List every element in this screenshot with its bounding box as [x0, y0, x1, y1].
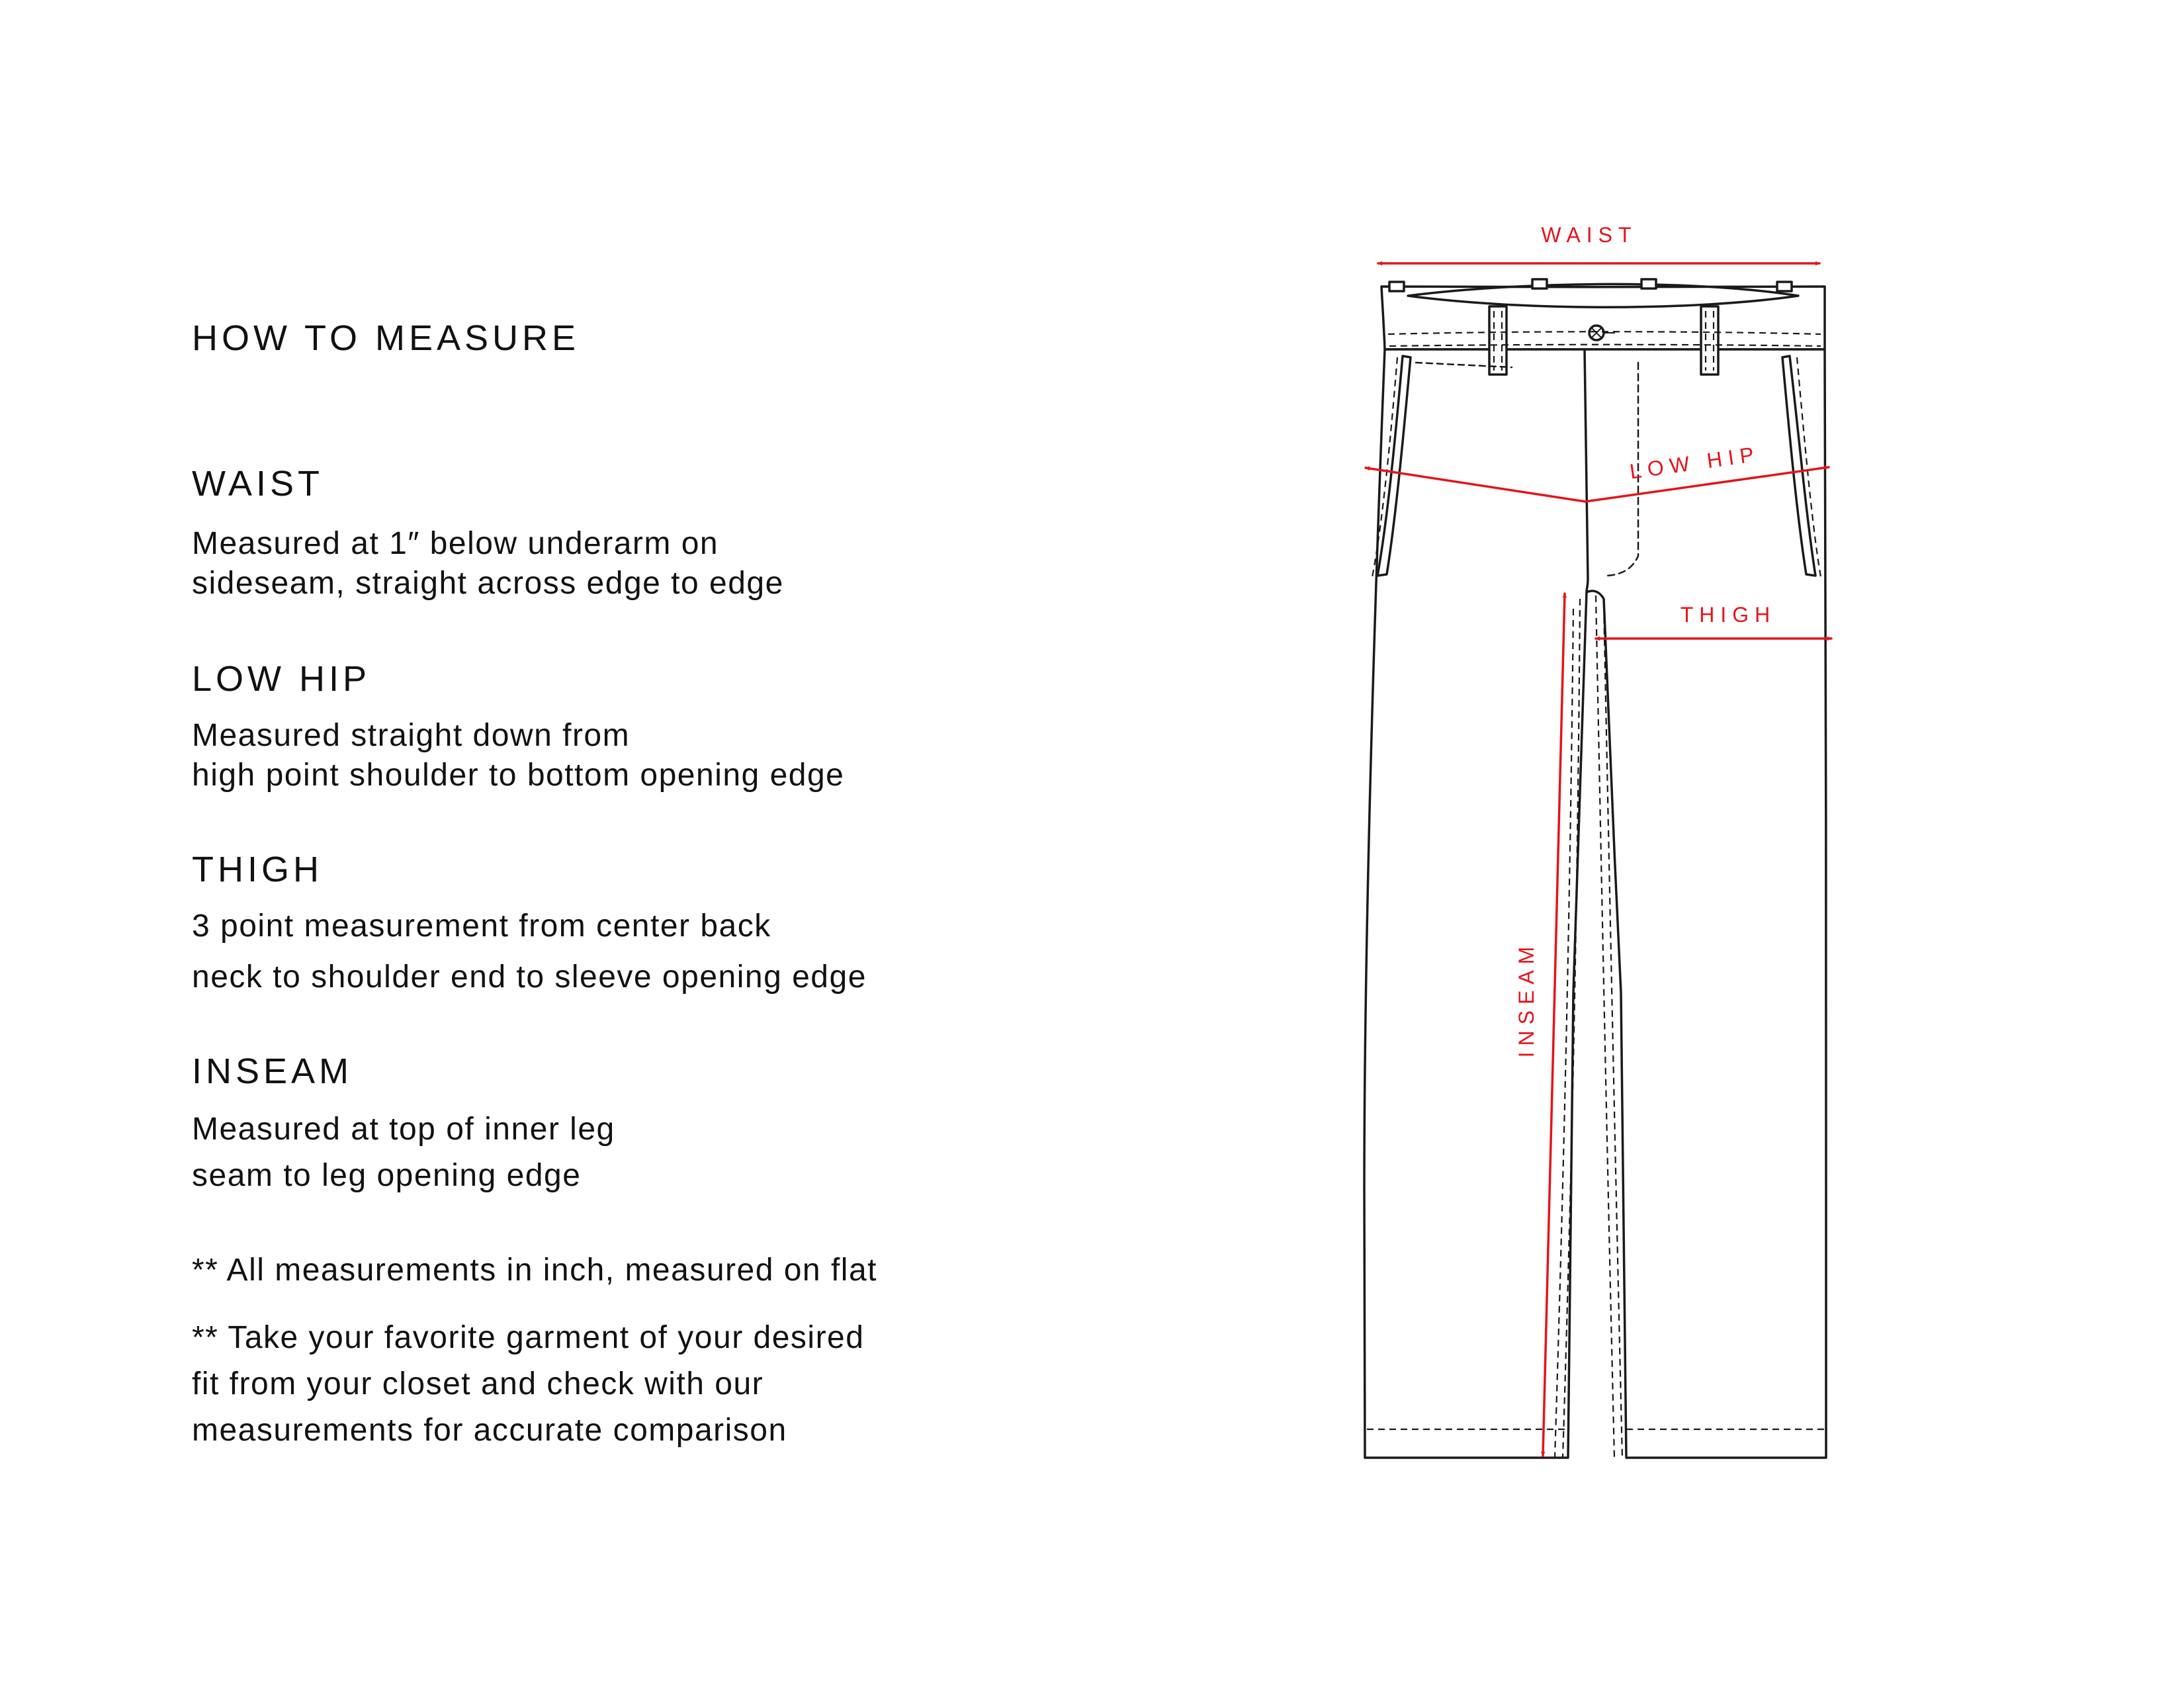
section-text-inseam-line-2: seam to leg opening edge — [192, 1158, 582, 1193]
section-text-low-hip-line-1: Measured straight down from — [192, 718, 631, 753]
note-comparison-line-2: fit from your closet and check with our — [192, 1366, 764, 1401]
section-text-thigh-line-2: neck to shoulder end to sleeve opening edge — [192, 959, 867, 995]
inseam-label: INSEAM — [1514, 940, 1538, 1058]
section-text-inseam-line-1: Measured at top of inner leg — [192, 1112, 615, 1147]
page-title: HOW TO MEASURE — [192, 318, 580, 358]
belt-tab-1 — [1389, 282, 1404, 291]
belt-tab-4 — [1777, 282, 1792, 291]
belt-loop-right — [1701, 306, 1718, 375]
pants-body — [1364, 349, 1826, 1458]
waist-label: WAIST — [1541, 223, 1638, 247]
thigh-label: THIGH — [1680, 603, 1776, 627]
belt-tab-2 — [1532, 279, 1547, 289]
note-comparison-line-1: ** Take your favorite garment of your desired — [192, 1320, 865, 1355]
note-measurements-flat: ** All measurements in inch, measured on flat — [192, 1253, 877, 1288]
section-text-low-hip-line-2: high point shoulder to bottom opening edge — [192, 758, 845, 793]
section-heading-low-hip: LOW HIP — [192, 659, 371, 699]
section-heading-waist: WAIST — [192, 464, 324, 504]
section-heading-thigh: THIGH — [192, 850, 323, 889]
section-text-thigh-line-1: 3 point measurement from center back — [192, 909, 771, 944]
belt-loop-left — [1489, 306, 1507, 375]
section-heading-inseam: INSEAM — [192, 1051, 353, 1091]
note-comparison-line-3: measurements for accurate comparison — [192, 1413, 787, 1448]
belt-tab-3 — [1641, 279, 1656, 289]
waistband — [1381, 287, 1825, 349]
section-text-waist-line-2: sideseam, straight across edge to edge — [192, 566, 784, 601]
section-text-waist-line-1: Measured at 1″ below underarm on — [192, 526, 719, 561]
low-hip-label: LOW HIP — [1628, 441, 1762, 484]
